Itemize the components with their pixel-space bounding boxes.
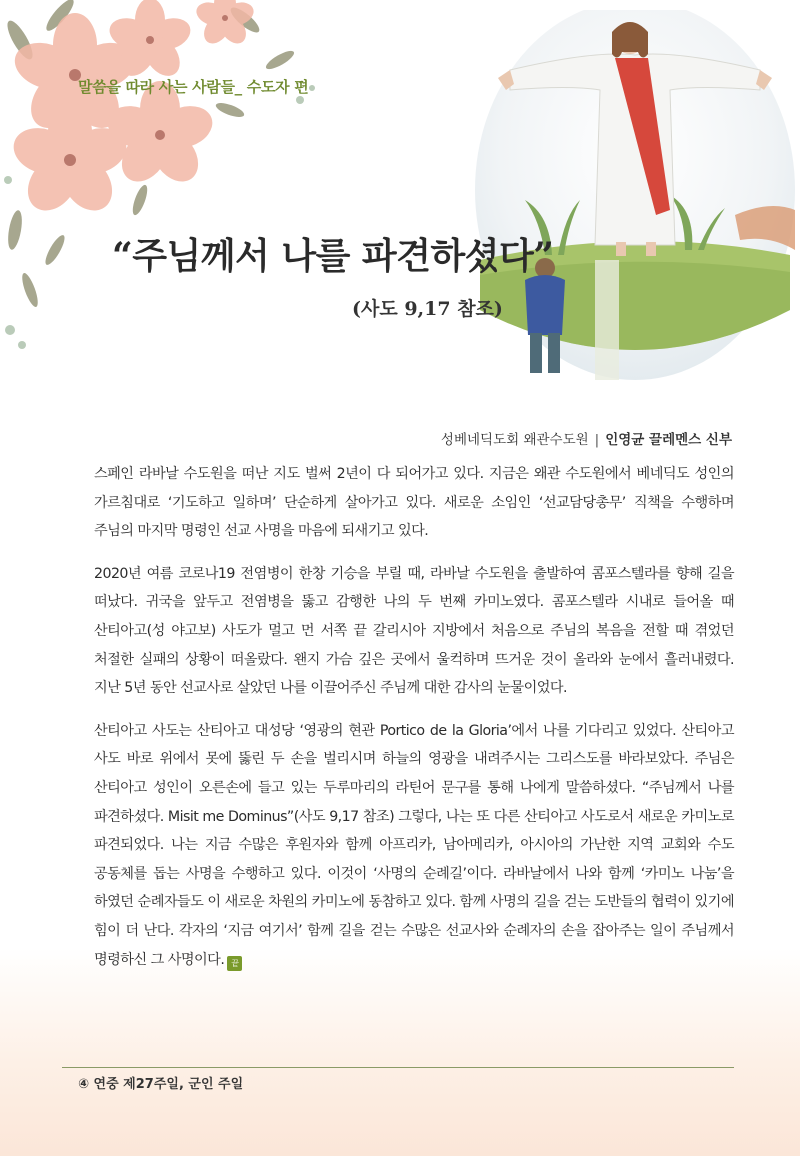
page-title: “주님께서 나를 파견하셨다” [112,235,554,277]
risen-christ-illustration [470,10,800,385]
author-name: 인영균 끌레멘스 신부 [605,432,732,448]
scripture-reference: (사도 9,17 참조) [352,298,503,320]
end-mark-icon: 끝 [227,956,242,971]
author-organization: 성베네딕도회 왜관수도원 [440,432,589,448]
floral-decoration [0,0,330,370]
paragraph-3-text: 산티아고 사도는 산티아고 대성당 ‘영광의 현관 Portico de la Gloria’에서 나를 기다리고 있었다. 산티아고 사도 바로 위에서 못에 뚫린 두 손을 벌리시며 하늘의 영광을 내려주시는 그리스도를 바라보았다. 주님은 산티아고 성인이 오른손에 들고 있는 두루마리의 라틴어 문구를 통해 나에게 말씀하셨다. “주님께서 나를 파견하셨다. Misit me Dominus”(사도 9,17 참조) 그렇다, 나는 또 다른 산티아고 사도로서 새로운 카미노로 파견되었다. 나는 지금 수많은 후원자와 함께 아프리카, 남아메리카, 아시아의 가난한 지역 교회와 수도 공동체를 돕는 사명을 수행하고 있다. 이것이 ‘사명의 순례길’이다. 라바날에서 나와 함께 ‘카미노 나눔’을 하였던 순례자들도 이 새로운 차원의 카미노에 동참하고 있다. 함께 사명의 길을 걷는 도반들의 협력이 있기에 힘이 더 난다. 각자의 ‘지금 여기서’ 함께 길을 걷는 수많은 선교사와 순례자의 손을 잡아주는 일이 주님께서 명령하신 그 사명이다. [94,722,734,968]
footer-divider [62,1067,734,1068]
paragraph-2: 2020년 여름 코로나19 전염병이 한창 기승을 부릴 때, 라바날 수도원을 출발하여 콤포스텔라를 향해 길을 떠났다. 귀국을 앞두고 전염병을 뚫고 감행한 나의 두 번째 카미노였다. 콤포스텔라 시내로 들어올 때 산티아고(성 야고보) 사도가 멀고 먼 서쪽 끝 갈리시아 지방에서 처음으로 주님의 복음을 전할 때 겪었던 처절한 실패의 상황이 떠올랐다. 왠지 가슴 깊은 곳에서 울컥하며 뜨거운 것이 올라와 눈에서 흘러내렸다. 지난 5년 동안 선교사로 살았던 나를 이끌어주신 주님께 대한 감사의 눈물이었다. [94,565,734,697]
paragraph-1: 스페인 라바날 수도원을 떠난 지도 벌써 2년이 다 되어가고 있다. 지금은 왜관 수도원에서 베네딕도 성인의 가르침대로 ‘기도하고 일하며’ 단순하게 살아가고 있다. 새로운 소임인 ‘선교담당총무’ 직책을 수행하며 주님의 마지막 명령인 선교 사명을 마음에 되새기고 있다. [94,466,734,540]
byline [441,428,732,448]
footer-page-label: ④ 연중 제27주일, 군인 주일 [78,1077,244,1092]
series-label: 말씀을 따라 사는 사람들_ 수도자 편 [78,78,309,96]
byline-separator: | [594,432,600,448]
paragraph-3 [94,717,734,974]
article-body [94,460,734,988]
